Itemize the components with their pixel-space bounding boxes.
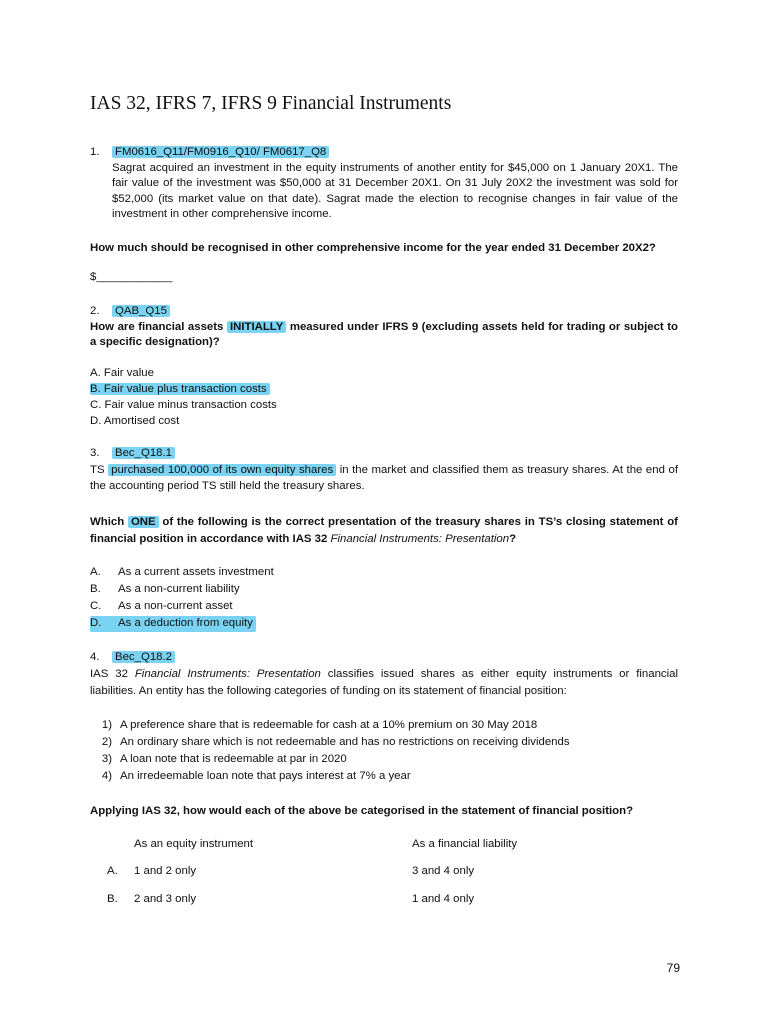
question-number: 2. [90,305,100,317]
question-reference: QAB_Q15 [112,305,170,317]
question-number: 3. [90,447,100,459]
question-4 [90,650,678,700]
page-title: IAS 32, IFRS 7, IFRS 9 Financial Instruments [90,93,452,114]
list-item: 2) An ordinary share which is not redeemable and has no restrictions on receiving dividends [101,736,570,748]
option-c: C. As a non-current asset [90,600,233,612]
answer-blank: $____________ [90,271,173,283]
page-number: 79 [666,961,680,975]
question-3-prompt: Which ONE of the following is the correct presentation of the treasury shares in TS’s closing statement of financial position in accordance with IAS 32 Financial Instruments: Presentation? [90,516,678,545]
liability-cell: 3 and 4 only [412,865,475,877]
highlight: purchased 100,000 of its own equity shares [108,464,336,476]
highlight: INITIALLY [227,321,286,333]
question-number: 4. [90,651,100,663]
question-1-prompt: How much should be recognised in other comprehensive income for the year ended 31 December 20X2? [90,242,656,254]
question-body: IAS 32 Financial Instruments: Presentation classifies issued shares as either equity instruments or financial liabilities. An entity has the following categories of funding on its statement of financial position: [90,667,679,697]
option-b: B. As a non-current liability [90,583,240,595]
option-c: C. Fair value minus transaction costs [90,399,277,411]
question-2-options [90,366,678,430]
highlight: ONE [128,516,159,528]
option-a: A. Fair value [90,367,154,379]
funding-list [90,718,678,786]
question-2 [90,304,678,351]
row-letter: A. [107,865,118,877]
liability-cell: 1 and 4 only [412,893,475,905]
option-d: D. Amortised cost [90,415,180,427]
question-reference: Bec_Q18.1 [112,447,175,459]
question-reference: FM0616_Q11/FM0916_Q10/ FM0617_Q8 [112,146,329,158]
column-header-liability: As a financial liability [412,838,518,850]
equity-cell: 2 and 3 only [134,893,197,905]
question-3 [90,446,678,495]
question-1 [90,145,678,223]
equity-cell: 1 and 2 only [134,865,197,877]
option-a: A. As a current assets investment [90,566,274,578]
question-4-prompt: Applying IAS 32, how would each of the above be categorised in the statement of financial position? [90,805,634,817]
option-d: D. As a deduction from equity [90,616,678,633]
question-prompt: How are financial assets INITIALLY measured under IFRS 9 (excluding assets held for trading or subject to a specific designation)? [90,320,678,348]
option-b: B. Fair value plus transaction costs [90,382,678,398]
list-item: 1) A preference share that is redeemable for cash at a 10% premium on 30 May 2018 [101,719,538,731]
column-header-equity: As an equity instrument [134,838,254,850]
question-number: 1. [90,146,100,158]
list-item: 3) A loan note that is redeemable at par in 2020 [101,753,347,765]
question-reference: Bec_Q18.2 [112,651,175,663]
question-3-options [90,565,678,633]
list-item: 4) An irredeemable loan note that pays interest at 7% a year [101,770,411,782]
question-body: TS purchased 100,000 of its own equity shares in the market and classified them as treasury shares. At the end of the accounting period TS still held the treasury shares. [90,463,678,492]
row-letter: B. [107,893,118,905]
question-body: Sagrat acquired an investment in the equity instruments of another entity for $45,000 on 1 January 20X1. The fair value of the investment was $50,000 at 31 December 20X1. On 31 July 20X2 the investment was sold for $52,000 (its market value on that date). Sagrat made the election to recognise changes in fair value of the investment in other comprehensive income. [112,161,678,220]
